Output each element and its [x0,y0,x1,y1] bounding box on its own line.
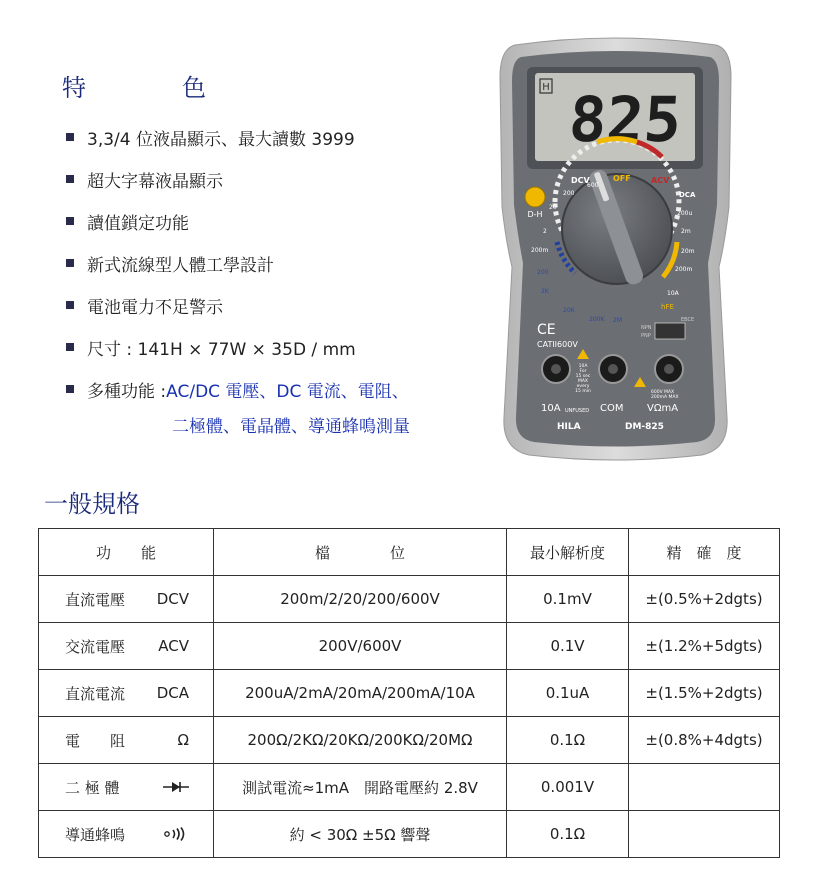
accuracy-cell: ±(1.5%+2dgts) [629,670,780,717]
svg-text:200u: 200u [677,210,693,217]
feature-multi-continuation: 二極體、電晶體、導通蜂鳴測量 [172,417,410,437]
accuracy-cell [629,764,780,811]
spec-table [38,528,780,858]
function-cell: 交流電壓 ACV [39,623,214,670]
bullet-square-icon [66,259,74,267]
table-row [39,623,780,670]
table-row [39,811,780,858]
svg-text:2M: 2M [613,317,622,324]
svg-text:D-H: D-H [527,210,543,219]
function-cell: 直流電流 DCA [39,670,214,717]
svg-text:NPN: NPN [641,325,652,331]
lcd-hold-indicator: H [542,82,550,93]
function-cell: 電 阻 Ω [39,717,214,764]
svg-text:200mA MAX: 200mA MAX [651,395,679,400]
feature-item: 讀值鎖定功能 [66,200,409,242]
resolution-cell: 0.001V [507,764,629,811]
svg-text:10A: 10A [667,290,679,297]
feature-item: 3,3/4 位液晶顯示、最大讀數 3999 [66,116,409,158]
svg-text:10A: 10A [578,364,588,369]
range-cell: 200Ω/2KΩ/20KΩ/200KΩ/20MΩ [214,717,507,764]
resolution-cell: 0.1Ω [507,717,629,764]
header-cell: 功 能 [39,529,214,576]
accuracy-cell: ±(0.5%+2dgts) [629,576,780,623]
feature-item-multi: 多種功能 : AC/DC 電壓、DC 電流、電阻、 [66,368,409,410]
svg-text:10A: 10A [541,403,561,414]
hfe-socket-icon [655,323,685,339]
function-cell: 直流電壓 DCV [39,576,214,623]
svg-text:MAX: MAX [577,379,589,384]
bullet-square-icon [66,175,74,183]
svg-text:20K: 20K [563,307,575,314]
svg-text:15 min: 15 min [575,389,591,394]
diode-icon [163,781,189,793]
header-cell: 精 確 度 [629,529,780,576]
svg-text:DCA: DCA [679,191,696,199]
feature-item: 尺寸 : 141H × 77W × 35D / mm [66,326,409,368]
svg-text:200: 200 [537,269,549,276]
resolution-cell: 0.1Ω [507,811,629,858]
resolution-cell: 0.1mV [507,576,629,623]
range-cell: 200m/2/20/200/600V [214,576,507,623]
header-cell: 檔 位 [214,529,507,576]
svg-text:PNP: PNP [641,333,651,339]
accuracy-cell: ±(0.8%+4dgts) [629,717,780,764]
svg-text:15 sec: 15 sec [575,374,591,379]
svg-text:every: every [576,384,590,389]
table-row [39,717,780,764]
brand-logo: HILA [557,422,581,432]
resolution-cell: 0.1V [507,623,629,670]
svg-text:2K: 2K [541,288,549,295]
svg-text:UNFUSED: UNFUSED [565,408,590,414]
hold-button-icon [525,187,545,207]
bullet-square-icon [66,385,74,393]
svg-text:600: 600 [587,182,599,189]
bullet-square-icon [66,133,74,141]
range-cell: 約 < 30Ω ±5Ω 響聲 [214,811,507,858]
svg-text:VΩmA: VΩmA [647,403,679,414]
svg-text:EBCE: EBCE [681,317,695,323]
specs-title: 一般規格 [44,490,140,518]
table-row [39,576,780,623]
svg-text:200K: 200K [589,316,605,323]
function-cell: 二 極 體 [39,764,214,811]
feature-item: 超大字幕液晶顯示 [66,158,409,200]
buzzer-icon [163,827,189,841]
features-title: 特 色 [62,74,242,102]
resolution-cell: 0.1uA [507,670,629,717]
svg-text:200m: 200m [531,247,549,254]
bullet-square-icon [66,343,74,351]
range-cell: 200V/600V [214,623,507,670]
svg-text:20: 20 [549,204,557,211]
function-cell: 導通蜂鳴 [39,811,214,858]
range-cell: 測試電流≈1mA 開路電壓約 2.8V [214,764,507,811]
svg-text:hFE: hFE [661,303,674,311]
svg-text:200: 200 [563,190,575,197]
ce-mark: CE [537,322,556,338]
accuracy-cell [629,811,780,858]
svg-text:600V MAX: 600V MAX [651,390,675,395]
feature-item: 電池電力不足警示 [66,284,409,326]
features-list [66,116,409,410]
svg-text:2m: 2m [681,228,691,235]
multimeter-image [497,37,734,462]
svg-text:ACV: ACV [651,176,670,185]
range-cell: 200uA/2mA/20mA/200mA/10A [214,670,507,717]
svg-text:20m: 20m [681,248,695,255]
header-cell: 最小解析度 [507,529,629,576]
model-label: DM-825 [625,422,664,432]
svg-text:COM: COM [600,403,624,414]
svg-text:DCV: DCV [571,176,590,185]
table-row [39,764,780,811]
bullet-square-icon [66,217,74,225]
bullet-square-icon [66,301,74,309]
svg-text:OFF: OFF [613,174,631,183]
svg-text:For: For [579,369,587,374]
lcd-reading: 825 [566,83,684,156]
svg-text:200m: 200m [675,266,693,273]
table-header-row [39,529,780,576]
svg-text:2: 2 [543,228,547,235]
feature-item: 新式流線型人體工學設計 [66,242,409,284]
cat-rating: CATII600V [537,340,578,349]
accuracy-cell: ±(1.2%+5dgts) [629,623,780,670]
table-row [39,670,780,717]
